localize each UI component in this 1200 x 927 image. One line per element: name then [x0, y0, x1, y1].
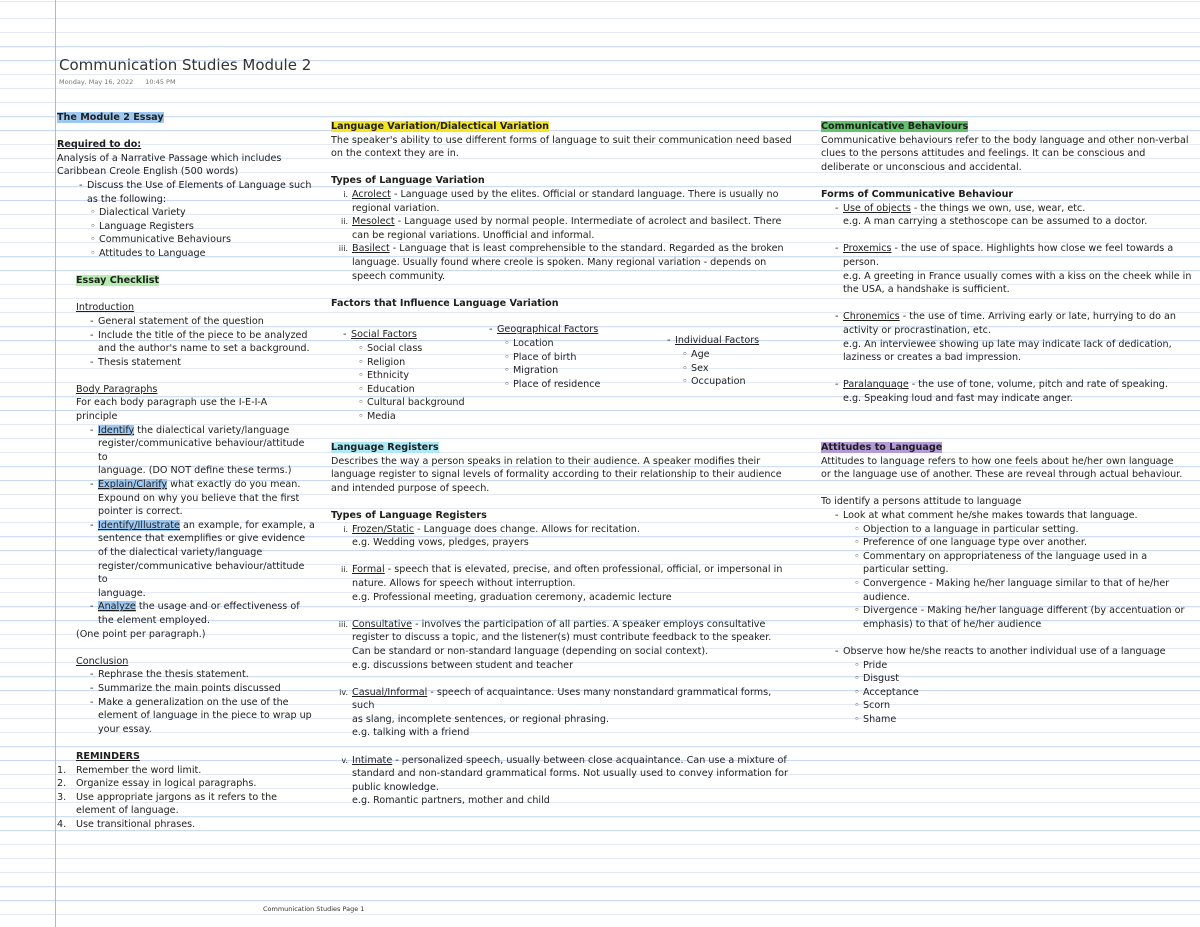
variation-heading: Language Variation/Dialectical Variation	[331, 121, 550, 132]
behaviours-section	[821, 120, 1193, 405]
conclusion-list	[76, 668, 315, 736]
notebook-margin-line	[55, 0, 56, 927]
list-item: ◦ Sex	[659, 362, 759, 376]
list-item: 2. Organize essay in logical paragraphs.	[57, 778, 257, 790]
list-item: iv. Casual/Informal - speech of acquaintance. Uses many nonstandard grammatical forms, such as slang, incomplete sentences, or regional phrasing. e.g. talking with a friend	[339, 686, 772, 739]
page-header	[59, 55, 311, 87]
list-item: - Rephrase the thesis statement.	[76, 668, 315, 682]
elements-list	[57, 206, 315, 260]
checklist-heading: Essay Checklist	[76, 275, 160, 287]
list-item: ◦ Disgust	[821, 672, 1193, 686]
list-item: 4. Use transitional phrases.	[57, 818, 196, 830]
forms-list	[821, 202, 1193, 406]
individual-factors: - Individual Factors ◦ Age ◦ Sex ◦ Occupation	[659, 334, 759, 388]
look-list	[821, 509, 1193, 631]
page-footer: Communication Studies Page 1	[263, 905, 365, 913]
body-note: (One point per paragraph.)	[76, 628, 206, 640]
variation-types-list	[331, 188, 796, 283]
list-item: ◦ Dialectical Variety	[57, 206, 315, 220]
list-item: - Thesis statement	[76, 356, 315, 370]
attitudes-heading: Attitudes to Language	[821, 442, 943, 453]
list-item: ◦ Education	[335, 383, 465, 397]
list-item: iii. Basilect - Language that is least comprehensible to the standard. Regarded as the broken language. Usually found where creole is spoken. Many regional variation - depends on speech community.	[338, 243, 784, 282]
list-item: ◦ Cultural background	[335, 396, 465, 410]
list-item: - Observe how he/she reacts to another individual use of a language	[821, 645, 1193, 659]
list-item: ◦ Occupation	[659, 375, 759, 389]
registers-types-list	[331, 523, 796, 808]
list-item: - Look at what comment he/she makes towards that language.	[821, 509, 1193, 523]
list-item: ◦ Acceptance	[821, 686, 1193, 700]
registers-definition: Describes the way a person speaks in relation to their audience. A speaker modifies their language register to signal levels of formality according to their relationship to their audience and intended purpose of speech.	[331, 455, 782, 494]
identify-text: To identify a persons attitude to language	[821, 496, 1022, 508]
list-item: - Use of objects - the things we own, use, wear, etc. e.g. A man carrying a stethoscope can be assumed to a doctor.	[821, 202, 1193, 229]
behaviours-heading: Communicative Behaviours	[821, 121, 969, 132]
list-item: ◦ Preference of one language type over another.	[821, 536, 1193, 550]
list-item: - Explain/Clarify what exactly do you mean. Expound on why you believe that the first pointer is correct.	[76, 478, 315, 519]
list-item: - Paralanguage - the use of tone, volume, pitch and rate of speaking. e.g. Speaking loud and fast may indicate anger.	[821, 378, 1193, 405]
body-list	[76, 424, 315, 628]
list-item: ◦ Convergence - Making he/her language similar to that of he/her audience.	[821, 577, 1193, 604]
list-item: - Make a generalization on the use of the element of language in the piece to wrap up your essay.	[76, 696, 315, 737]
list-item: - Summarize the main points discussed	[76, 682, 315, 696]
list-item: 3. Use appropriate jargons as it refers to the element of language.	[57, 791, 278, 817]
list-item: i. Acrolect - Language used by the elites. Official or standard language. There is usually no regional variation.	[343, 188, 779, 214]
geographical-factors: - Geographical Factors ◦ Location ◦ Place of birth ◦ Migration ◦ Place of residence	[481, 323, 600, 391]
variation-types-heading: Types of Language Variation	[331, 175, 485, 187]
social-factors: - Social Factors ◦ Social class ◦ Religion ◦ Ethnicity ◦ Education ◦ Cultural background ◦ Media	[335, 328, 465, 423]
list-item: iii. Consultative - involves the participation of all parties. A speaker employs consultative register to discuss a topic, and the listener(s) must contribute feedback to the speaker. Can be standard or non-standard language (depending on social context). e.g. discussions between student and teacher	[338, 618, 772, 671]
page-date: Monday, May 16, 2022	[59, 78, 134, 86]
conclusion-heading: Conclusion	[76, 655, 129, 667]
required-text: Analysis of a Narrative Passage which includes Caribbean Creole English (500 words)	[57, 152, 282, 178]
variation-definition: The speaker's ability to use different forms of language to suit their communication need based on the context they are in.	[331, 134, 792, 160]
list-item: ◦ Divergence - Making he/her language different (by accentuation or emphasis) to that of he/her audience	[821, 604, 1193, 631]
list-item: ◦ Pride	[821, 659, 1193, 673]
list-item: ◦ Scorn	[821, 699, 1193, 713]
list-item: 1. Remember the word limit.	[57, 764, 202, 776]
list-item: ◦ Age	[659, 348, 759, 362]
list-item: ◦ Migration	[481, 364, 600, 378]
list-item: ◦ Attitudes to Language	[57, 247, 315, 261]
reminders-list	[57, 764, 315, 832]
attitudes-section	[821, 441, 1193, 726]
forms-heading: Forms of Communicative Behaviour	[821, 188, 1014, 200]
list-item: ◦ Objection to a language in particular setting.	[821, 523, 1193, 537]
registers-types-heading: Types of Language Registers	[331, 509, 487, 521]
behaviours-definition: Communicative behaviours refer to the body language and other non-verbal clues to the persons attitudes and feelings. It can be conscious and deliberate or unconscious and accidental.	[821, 134, 1189, 173]
intro-list	[76, 315, 315, 369]
list-item: ◦ Shame	[821, 713, 1193, 727]
list-item: - Identify/Illustrate an example, for example, a sentence that exemplifies or give evidence of the dialectical variety/language register/communicative behaviour/attitude to language.	[76, 519, 315, 601]
list-item: ii. Formal - speech that is elevated, precise, and often professional, official, or impersonal in nature. Allows for speech without interruption. e.g. Professional meeting, graduation ceremony, academic lecture	[341, 564, 783, 603]
list-item: ◦ Social class	[335, 342, 465, 356]
list-item: - Analyze the usage and or effectiveness of the element employed.	[76, 600, 315, 627]
page-timestamp	[59, 77, 311, 87]
list-item: - Include the title of the piece to be analyzed and the author's name to set a background.	[76, 329, 315, 356]
reminders-heading: REMINDERS	[76, 750, 140, 762]
variation-section	[331, 120, 796, 422]
list-item: - Chronemics - the use of time. Arriving early or late, hurrying to do an activity or procrastination, etc. e.g. An interviewee showing up late may indicate lack of dedication, laziness or creates a bad impression.	[821, 310, 1193, 364]
factors-heading: Factors that Influence Language Variation	[331, 297, 559, 309]
checklist-body: Introduction - General statement of the question - Include the title of the piece to be analyzed and the author's name to set a background. - Thesis statement Body Paragraphs For each body paragraph use the I-E-I-A principle - Identify the dialectical variety/language register/communicative behaviour/attitude to language. (DO NOT define these terms.) - Explain/Clarify what exactly do you mean. Expound on why you believe that the first pointer is correct. - Identify/Illustrate an example, for example, a sentence that exemplifies or give evidence of the dialectical variety/language register/communicative behaviour/attitude to language. - Analyze the usage and or effectiveness of the element employed. (One point per paragraph.) Conclusion - Rephrase the thesis statement. - Summarize the main points discussed - Make a generalization on the use of the element of language in the piece to wrap up your essay. REMINDERS	[57, 301, 315, 763]
list-item: ◦ Place of residence	[481, 378, 600, 392]
list-item: i. Frozen/Static - Language does change. Allows for recitation. e.g. Wedding vows, pledges, prayers	[343, 523, 640, 549]
attitudes-definition: Attitudes to language refers to how one feels about he/her own language or the language use of another. These are reveal through actual behaviour.	[821, 455, 1183, 481]
list-item: ◦ Location	[481, 337, 600, 351]
list-item: ◦ Language Registers	[57, 220, 315, 234]
observe-list	[821, 645, 1193, 727]
list-item: - Identify the dialectical variety/language register/communicative behaviour/attitude to language. (DO NOT define these terms.)	[76, 424, 315, 478]
list-item: ◦ Religion	[335, 356, 465, 370]
page-title: Communication Studies Module 2	[59, 56, 312, 74]
intro-heading: Introduction	[76, 302, 135, 314]
essay-heading: The Module 2 Essay	[57, 112, 164, 123]
essay-section	[57, 111, 315, 831]
registers-section	[331, 441, 796, 808]
registers-heading: Language Registers	[331, 442, 439, 453]
list-item: ◦ Communicative Behaviours	[57, 233, 315, 247]
list-item: - Proxemics - the use of space. Highlights how close we feel towards a person. e.g. A greeting in France usually comes with a kiss on the cheek while in the USA, a handshake is sufficient.	[821, 242, 1193, 296]
factors-columns	[331, 310, 796, 422]
list-item: v. Intimate - personalized speech, usually between close acquaintance. Can use a mixture of standard and non-standard grammatical forms. Not usually used to convey information for public knowledge. e.g. Romantic partners, mother and child	[341, 754, 788, 807]
required-heading: Required to do:	[57, 139, 142, 151]
page-time: 10:45 PM	[145, 78, 176, 86]
discuss-item: - Discuss the Use of Elements of Language such as the following:	[57, 179, 315, 206]
list-item: - General statement of the question	[76, 315, 315, 329]
list-item: ◦ Media	[335, 410, 465, 424]
list-item: ◦ Commentary on appropriateness of the language used in a particular setting.	[821, 550, 1193, 577]
list-item: ◦ Ethnicity	[335, 369, 465, 383]
body-heading: Body Paragraphs	[76, 383, 158, 395]
list-item: ◦ Place of birth	[481, 351, 600, 365]
list-item: ii. Mesolect - Language used by normal people. Intermediate of acrolect and basilect. There can be regional variations. Unofficial and informal.	[341, 216, 782, 241]
